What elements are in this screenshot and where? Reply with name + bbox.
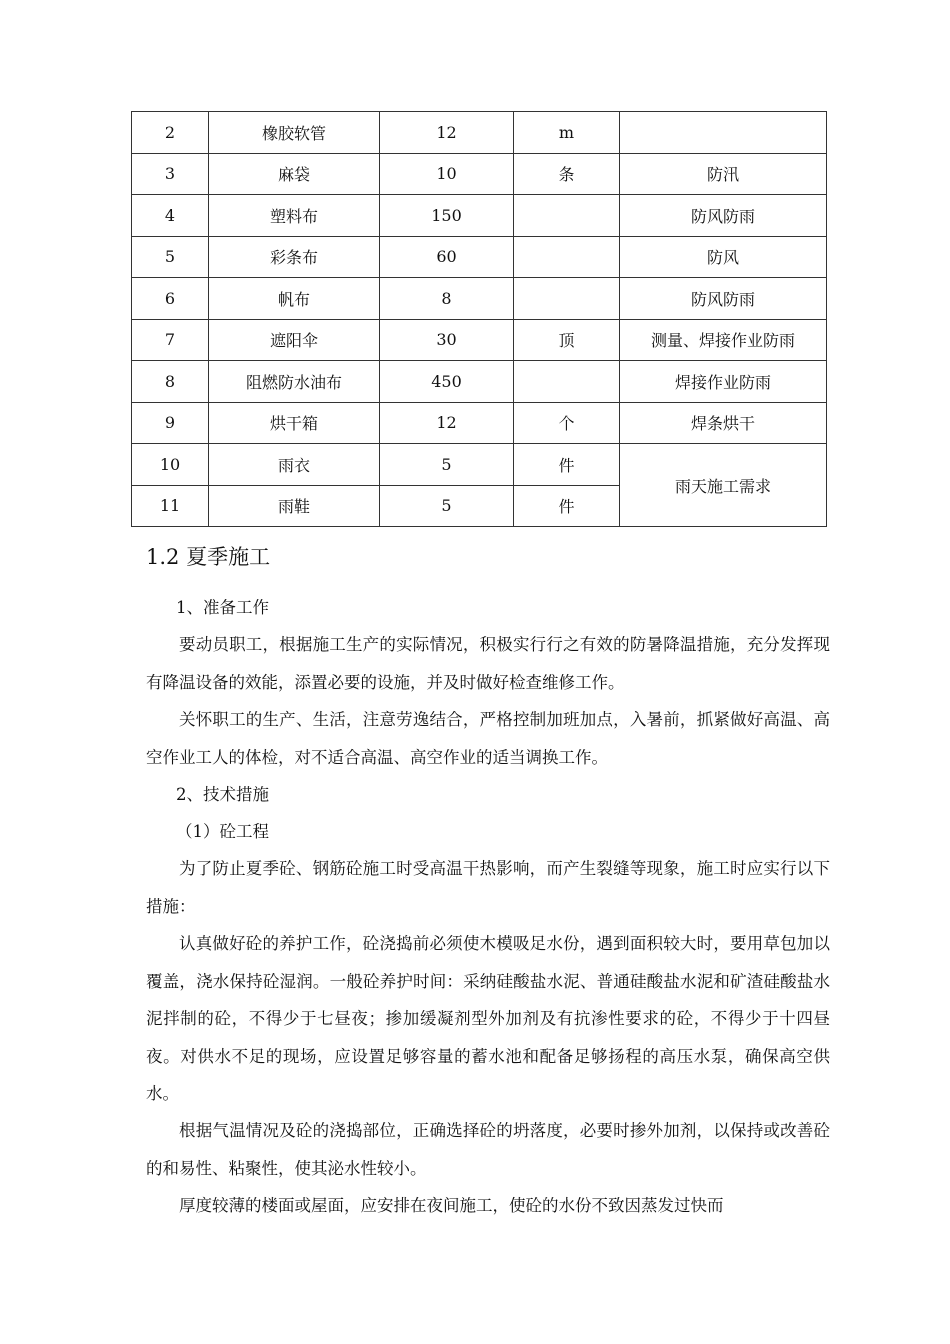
cell-no: 6 <box>132 278 209 320</box>
cell-name: 橡胶软管 <box>209 112 380 154</box>
cell-unit <box>514 195 620 237</box>
cell-qty: 12 <box>380 112 514 154</box>
cell-no: 7 <box>132 319 209 361</box>
table-row <box>132 402 827 444</box>
cell-note: 防风 <box>620 236 827 278</box>
cell-qty: 10 <box>380 153 514 195</box>
table-row <box>132 278 827 320</box>
cell-name: 彩条布 <box>209 236 380 278</box>
cell-name: 麻袋 <box>209 153 380 195</box>
cell-qty: 30 <box>380 319 514 361</box>
cell-note: 防风防雨 <box>620 278 827 320</box>
cell-unit: 件 <box>514 444 620 486</box>
cell-name: 烘干箱 <box>209 402 380 444</box>
cell-name: 塑料布 <box>209 195 380 237</box>
cell-note <box>620 112 827 154</box>
cell-note: 焊条烘干 <box>620 402 827 444</box>
cell-no: 8 <box>132 361 209 403</box>
cell-unit: 条 <box>514 153 620 195</box>
cell-note: 防汛 <box>620 153 827 195</box>
cell-qty: 150 <box>380 195 514 237</box>
cell-unit: 件 <box>514 485 620 527</box>
cell-qty: 60 <box>380 236 514 278</box>
cell-unit <box>514 361 620 403</box>
paragraph: 为了防止夏季砼、钢筋砼施工时受高温干热影响，而产生裂缝等现象，施工时应实行以下措施： <box>146 859 830 916</box>
subheading-technical-measures: 2、技术措施 <box>176 785 269 804</box>
materials-table <box>131 111 827 527</box>
cell-note: 焊接作业防雨 <box>620 361 827 403</box>
cell-name: 阻燃防水油布 <box>209 361 380 403</box>
cell-name: 遮阳伞 <box>209 319 380 361</box>
cell-no: 3 <box>132 153 209 195</box>
cell-name: 雨鞋 <box>209 485 380 527</box>
cell-qty: 8 <box>380 278 514 320</box>
paragraph: 认真做好砼的养护工作，砼浇捣前必须使木模吸足水份，遇到面积较大时，要用草包加以覆盖，浇水保持砼湿润。一般砼养护时间：采纳硅酸盐水泥、普通硅酸盐水泥和矿渣硅酸盐水泥拌制的砼，不得少于七昼夜；掺加缓凝剂型外加剂及有抗渗性要求的砼，不得少于十四昼夜。对供水不足的现场，应设置足够容量的蓄水池和配备足够扬程的高压水泵，确保高空供水。 <box>146 934 830 1103</box>
table-row <box>132 236 827 278</box>
table-row <box>132 153 827 195</box>
paragraph: 要动员职工，根据施工生产的实际情况，积极实行行之有效的防暑降温措施，充分发挥现有降温设备的效能，添置必要的设施，并及时做好检查维修工作。 <box>146 635 830 692</box>
cell-no: 4 <box>132 195 209 237</box>
cell-unit <box>514 236 620 278</box>
table-row <box>132 444 827 486</box>
cell-note: 防风防雨 <box>620 195 827 237</box>
section-heading: 1.2 夏季施工 <box>146 545 271 569</box>
cell-note-merged: 雨天施工需求 <box>620 444 827 527</box>
cell-qty: 450 <box>380 361 514 403</box>
cell-no: 11 <box>132 485 209 527</box>
cell-unit: 个 <box>514 402 620 444</box>
table-row <box>132 361 827 403</box>
cell-unit <box>514 278 620 320</box>
table-row <box>132 112 827 154</box>
cell-unit: m <box>514 112 620 154</box>
cell-name: 雨衣 <box>209 444 380 486</box>
paragraph: 关怀职工的生产、生活，注意劳逸结合，严格控制加班加点，入暑前，抓紧做好高温、高空作业工人的体检，对不适合高温、高空作业的适当调换工作。 <box>146 710 830 767</box>
cell-no: 9 <box>132 402 209 444</box>
cell-note: 测量、焊接作业防雨 <box>620 319 827 361</box>
paragraph: 厚度较薄的楼面或屋面，应安排在夜间施工，使砼的水份不致因蒸发过快而 <box>179 1196 724 1215</box>
cell-no: 10 <box>132 444 209 486</box>
subheading-preparation: 1、准备工作 <box>176 598 269 617</box>
cell-qty: 12 <box>380 402 514 444</box>
table-row <box>132 195 827 237</box>
cell-unit: 顶 <box>514 319 620 361</box>
cell-qty: 5 <box>380 444 514 486</box>
cell-name: 帆布 <box>209 278 380 320</box>
cell-qty: 5 <box>380 485 514 527</box>
table-row <box>132 319 827 361</box>
cell-no: 5 <box>132 236 209 278</box>
paragraph: 根据气温情况及砼的浇捣部位，正确选择砼的坍落度，必要时掺外加剂，以保持或改善砼的和易性、粘聚性，使其泌水性较小。 <box>146 1121 830 1178</box>
subheading-concrete-works: （1）砼工程 <box>176 822 269 841</box>
cell-no: 2 <box>132 112 209 154</box>
